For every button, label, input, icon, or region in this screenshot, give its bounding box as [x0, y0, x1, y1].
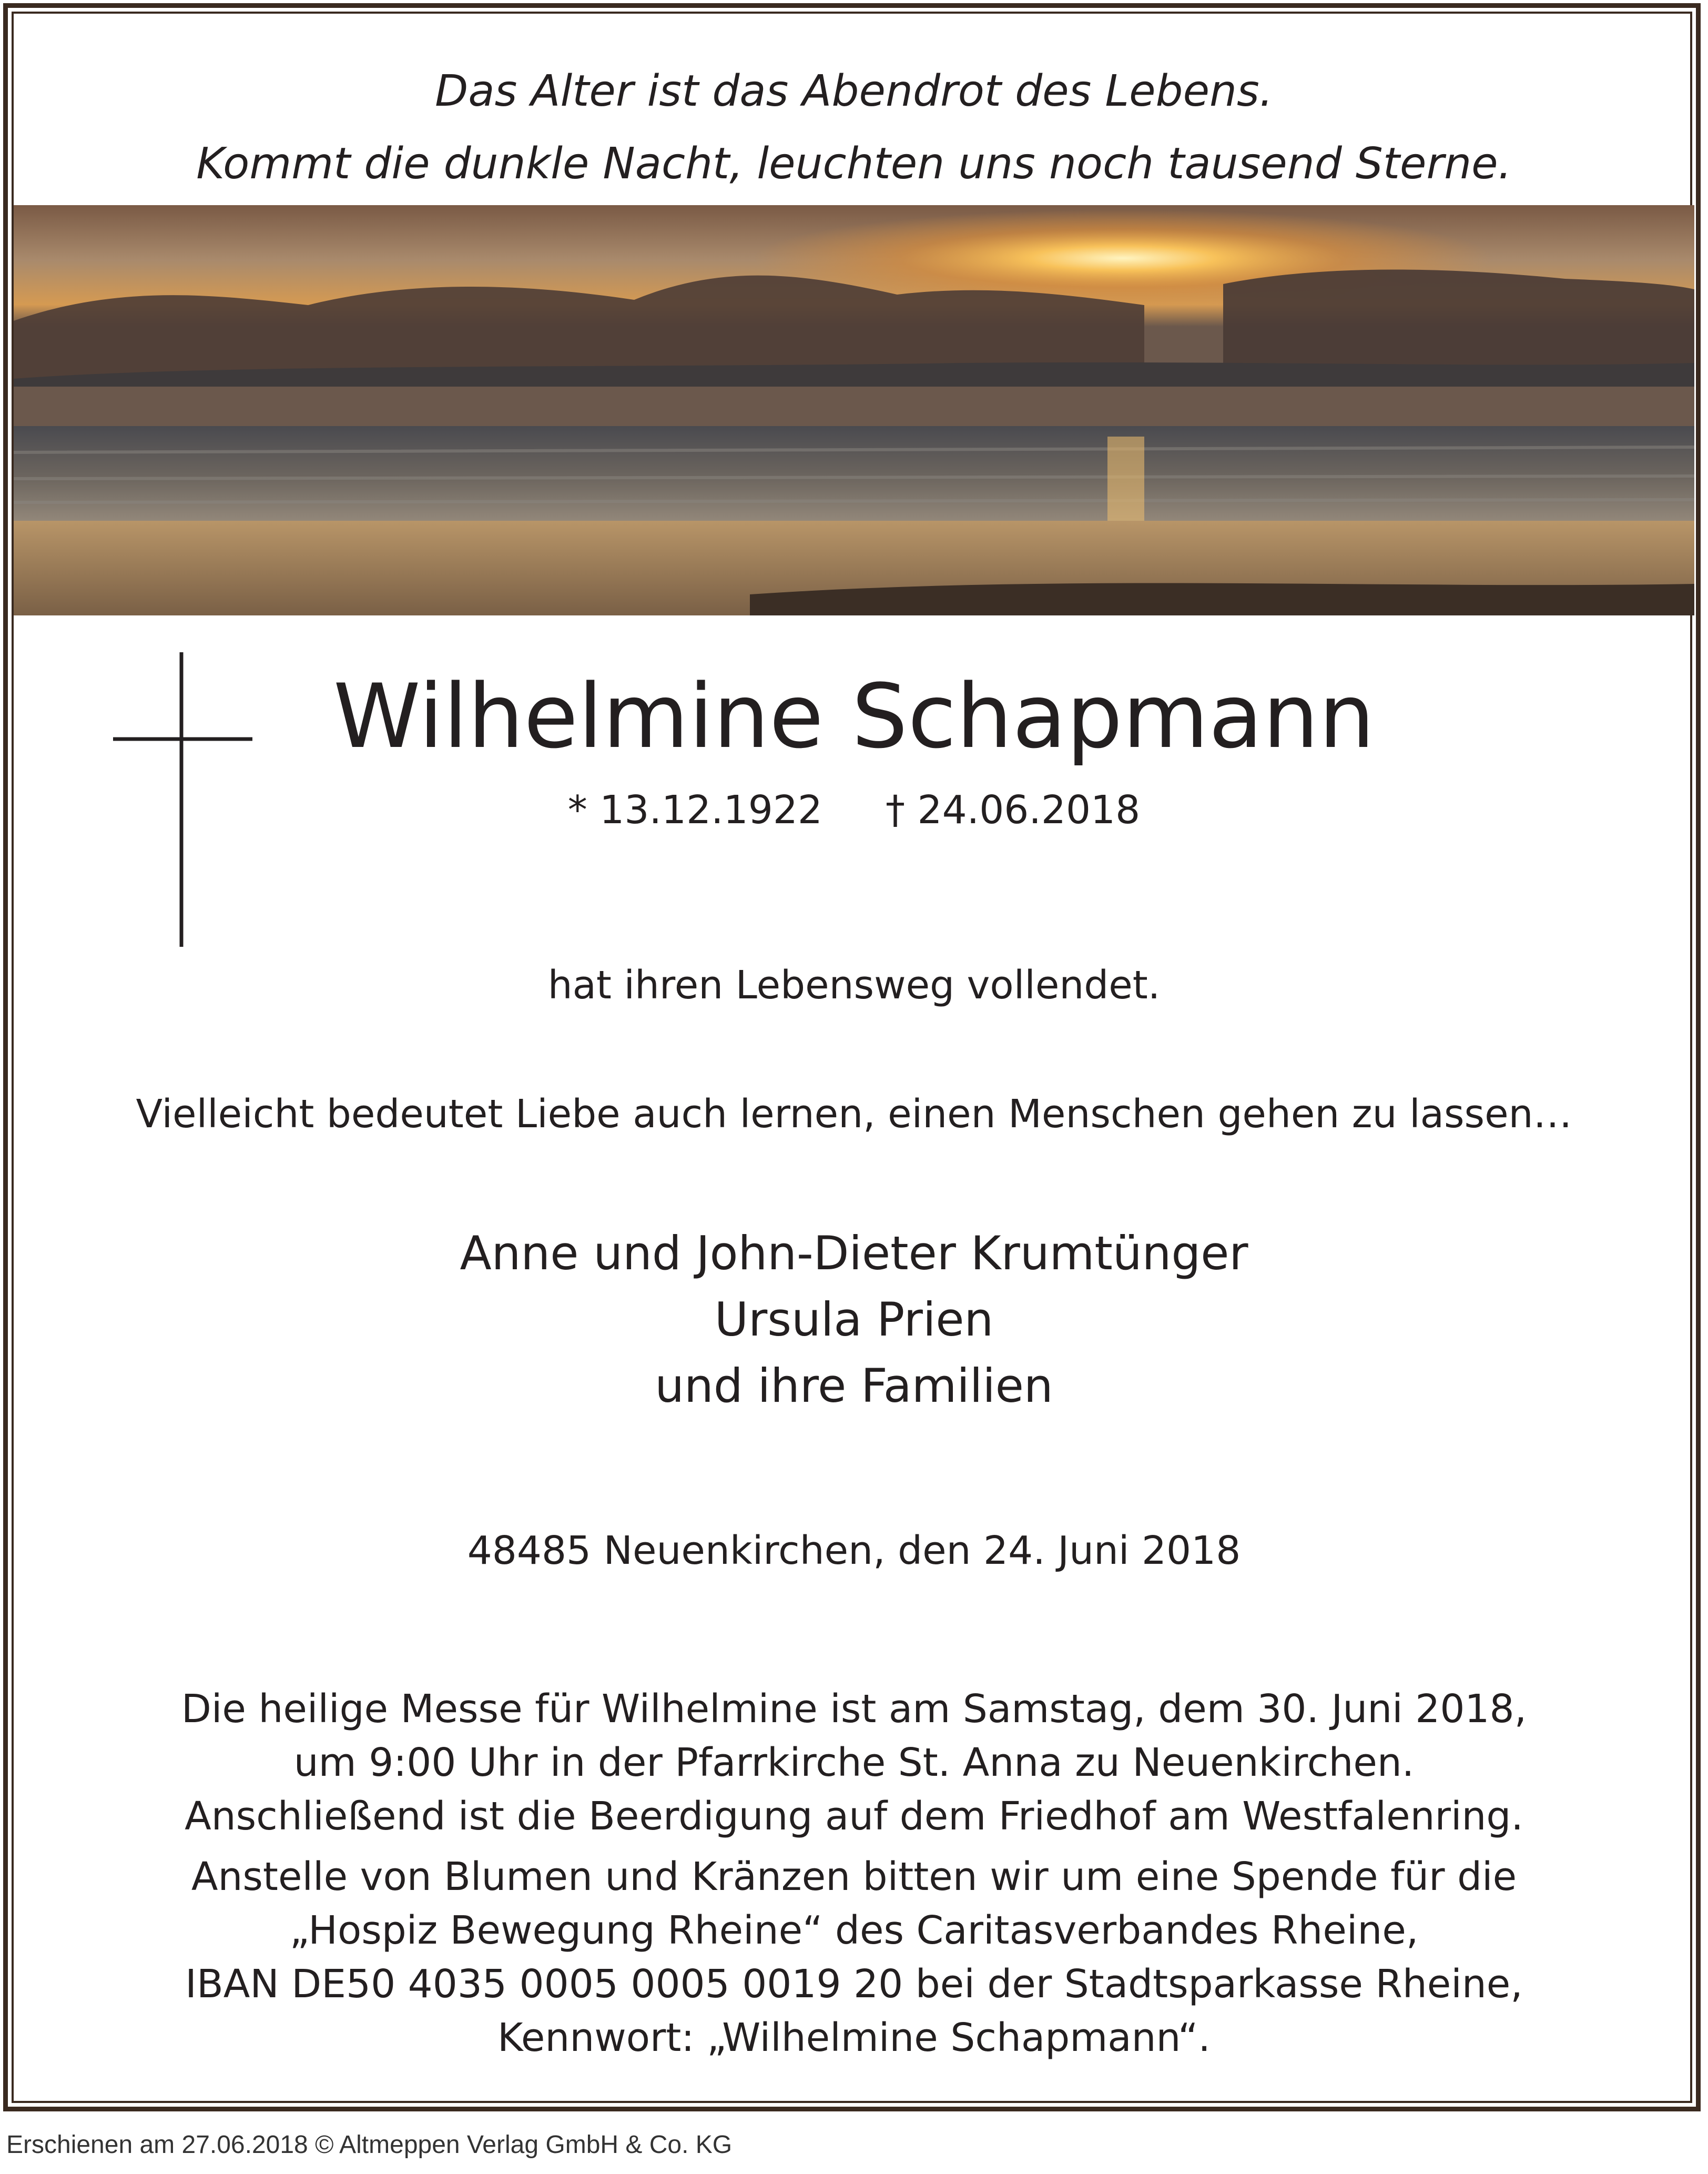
- deceased-name: Wilhelmine Schapmann: [333, 665, 1375, 768]
- mourner-line: und ihre Familien: [655, 1359, 1053, 1413]
- life-dates: [0, 784, 1708, 836]
- place-date: 48485 Neuenkirchen, den 24. Juni 2018: [467, 1528, 1241, 1573]
- mourner-line: Ursula Prien: [714, 1292, 994, 1347]
- publication-footer: Erschienen am 27.06.2018 © Altmeppen Verlag GmbH & Co. KG: [6, 2131, 733, 2159]
- donation-info: [0, 1850, 1708, 2065]
- service-line: Die heilige Messe für Wilhelmine ist am Samstag, dem 30. Juni 2018,: [181, 1686, 1527, 1732]
- motto: [0, 55, 1708, 200]
- service-info: [0, 1682, 1708, 1843]
- statement: hat ihren Lebensweg vollendet.: [547, 963, 1161, 1008]
- birth-date: * 13.12.1922: [567, 787, 822, 833]
- donation-line: „Hospiz Bewegung Rheine“ des Caritasverbandes Rheine,: [289, 1908, 1419, 1953]
- motto-line-1: Das Alter ist das Abendrot des Lebens.: [435, 66, 1273, 116]
- mourners: [0, 1220, 1708, 1419]
- service-line: Anschließend ist die Beerdigung auf dem Friedhof am Westfalenring.: [185, 1794, 1523, 1839]
- donation-line: Kennwort: „Wilhelmine Schapmann“.: [497, 2015, 1211, 2060]
- donation-line: Anstelle von Blumen und Kränzen bitten wir um eine Spende für die: [191, 1854, 1517, 1899]
- service-line: um 9:00 Uhr in der Pfarrkirche St. Anna zu Neuenkirchen.: [293, 1740, 1415, 1785]
- mourner-line: Anne und John-Dieter Krumtünger: [460, 1226, 1248, 1280]
- motto-line-2: Kommt die dunkle Nacht, leuchten uns noch tausend Sterne.: [196, 139, 1512, 189]
- donation-line: IBAN DE50 4035 0005 0005 0019 20 bei der Stadtsparkasse Rheine,: [185, 1961, 1523, 2007]
- quote: Vielleicht bedeutet Liebe auch lernen, einen Menschen gehen zu lassen…: [136, 1091, 1572, 1137]
- sunset-over-sea-image: [14, 205, 1694, 615]
- death-date: † 24.06.2018: [886, 787, 1141, 833]
